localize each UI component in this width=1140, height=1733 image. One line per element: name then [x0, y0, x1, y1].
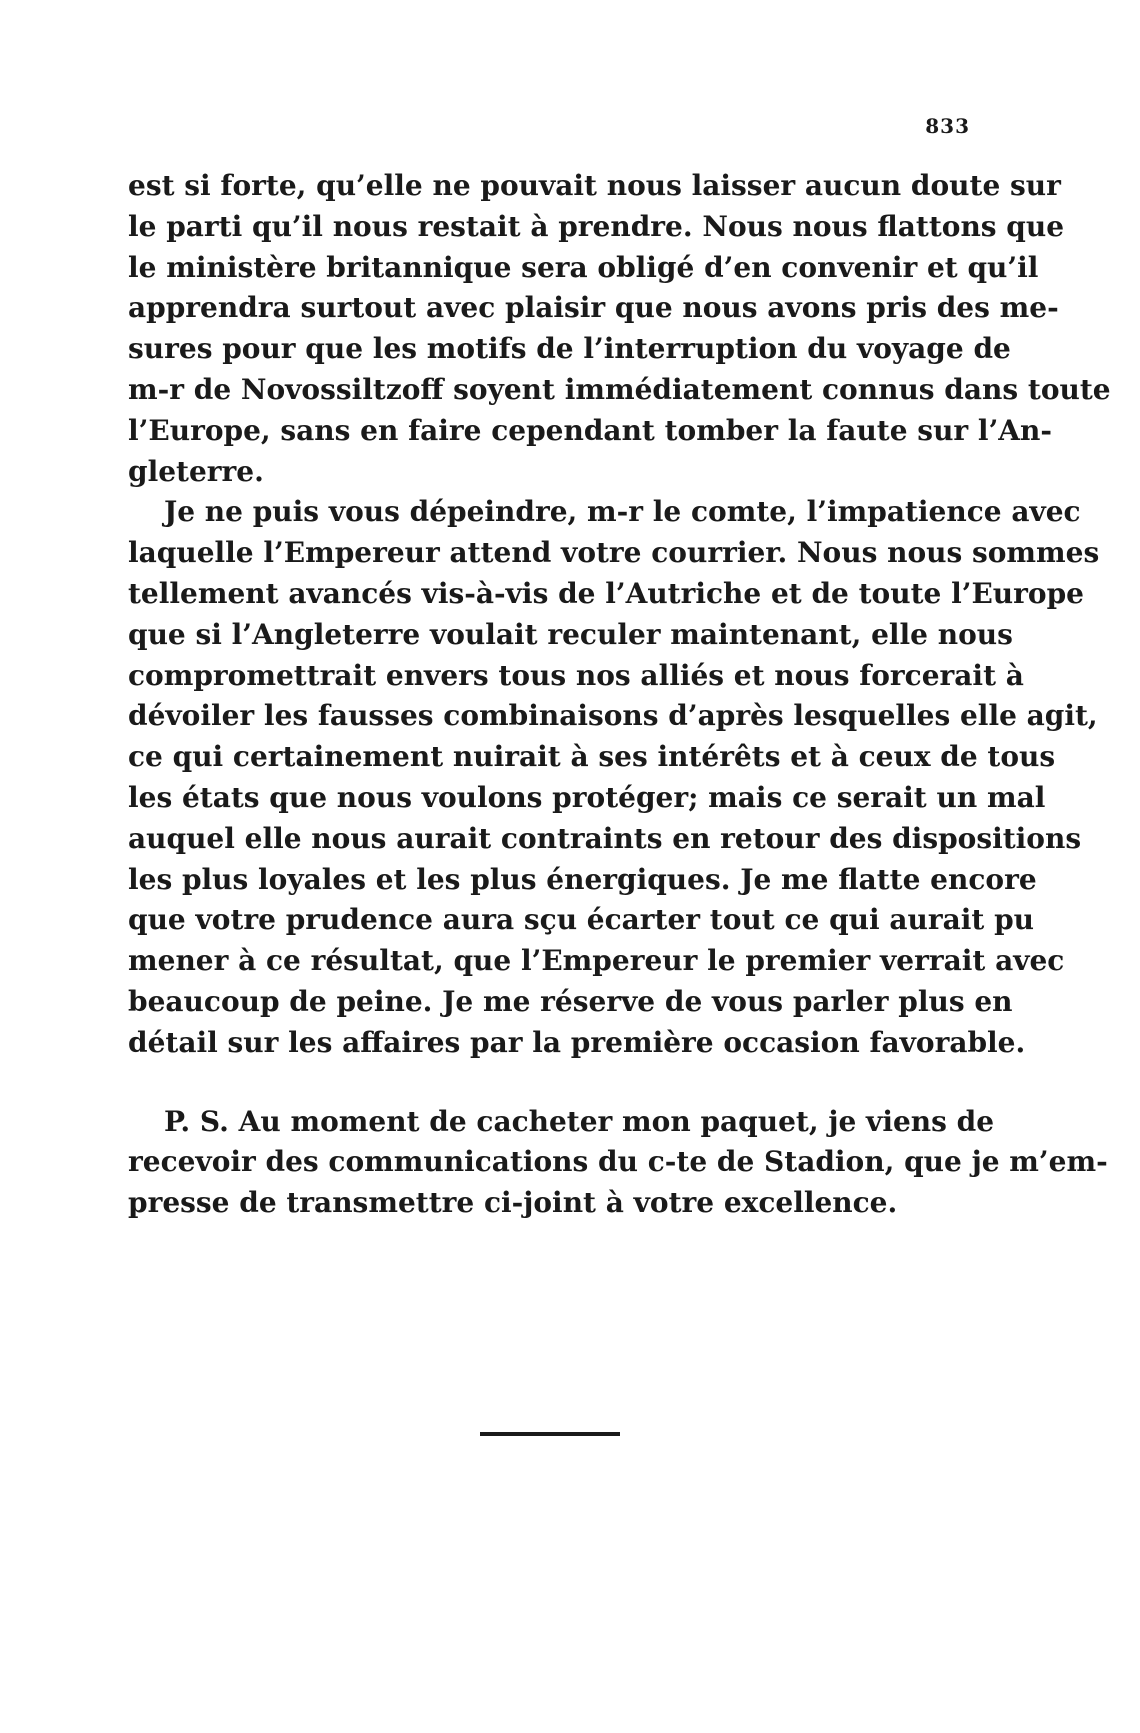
text-line: beaucoup de peine. Je me réserve de vous parler plus en	[128, 984, 1013, 1018]
postscript	[128, 1102, 1108, 1224]
text-line: les états que nous voulons protéger; mais ce serait un mal	[128, 780, 1046, 814]
text-line: l’Europe, sans en faire cependant tomber la faute sur l’An-	[128, 413, 1053, 447]
text-line: détail sur les affaires par la première occasion favorable.	[128, 1025, 1026, 1059]
text-line: les plus loyales et les plus énergiques. Je me flatte encore	[128, 862, 1037, 896]
text-line: ce qui certainement nuirait à ses intérêts et à ceux de tous	[128, 740, 1056, 774]
end-rule	[480, 1432, 620, 1436]
text-line: compromettrait envers tous nos alliés et nous forcerait à	[128, 658, 1024, 692]
text-line: apprendra surtout avec plaisir que nous avons pris des me-	[128, 291, 1059, 325]
text-line: sures pour que les motifs de l’interruption du voyage de	[128, 332, 1011, 366]
text-line: que votre prudence aura sçu écarter tout ce qui aurait pu	[128, 903, 1035, 937]
text-line: dévoiler les fausses combinaisons d’après lesquelles elle agit,	[128, 699, 1098, 733]
text-line: gleterre.	[128, 454, 264, 488]
text-line: presse de transmettre ci-joint à votre excellence.	[128, 1186, 898, 1220]
text-line: le ministère britannique sera obligé d’en convenir et qu’il	[128, 250, 1039, 284]
text-line: Je ne puis vous dépeindre, m-r le comte, l’impatience avec	[164, 495, 1081, 529]
page-number: 833	[925, 114, 970, 138]
text-line: le parti qu’il nous restait à prendre. Nous nous flattons que	[128, 209, 1065, 243]
text-line: P. S. Au moment de cacheter mon paquet, je viens de	[164, 1104, 995, 1138]
text-line: m-r de Novossiltzoff soyent immédiatement connus dans toute	[128, 372, 1111, 406]
paragraph-2	[128, 492, 1100, 1063]
letter-body	[128, 166, 1111, 1224]
text-line: recevoir des communications du c-te de Stadion, que je m’em-	[128, 1145, 1108, 1179]
paragraph-1	[128, 166, 1111, 492]
text-line: tellement avancés vis-à-vis de l’Autriche et de toute l’Europe	[128, 576, 1084, 610]
text-line: est si forte, qu’elle ne pouvait nous laisser aucun doute sur	[128, 169, 1061, 202]
text-line: que si l’Angleterre voulait reculer maintenant, elle nous	[128, 617, 1013, 651]
text-line: mener à ce résultat, que l’Empereur le premier verrait avec	[128, 944, 1065, 978]
text-line: auquel elle nous aurait contraints en retour des dispositions	[128, 821, 1082, 855]
text-line: laquelle l’Empereur attend votre courrier. Nous nous sommes	[128, 536, 1100, 570]
